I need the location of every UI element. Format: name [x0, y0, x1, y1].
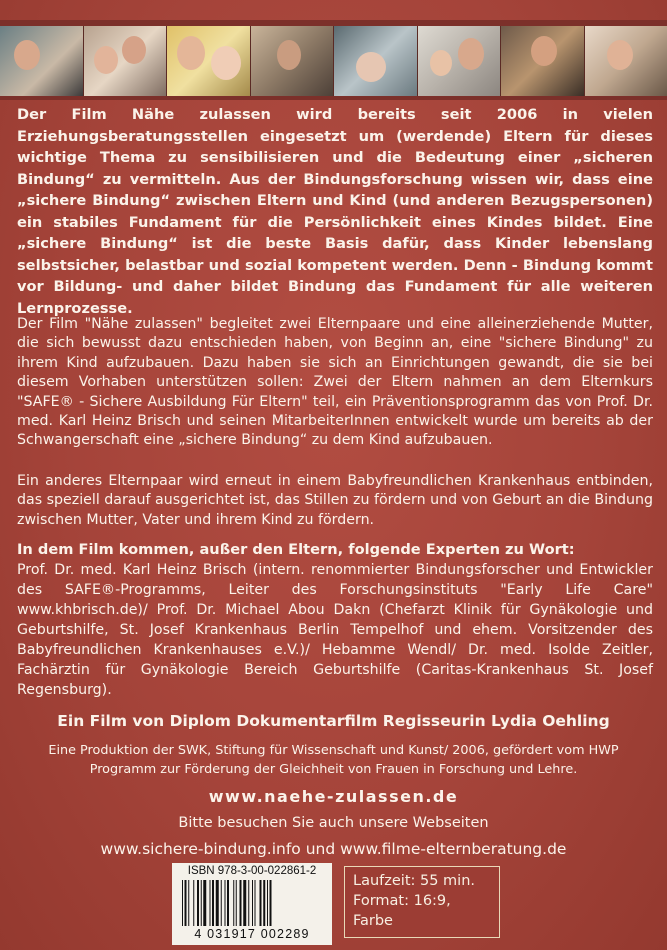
format-text: Format: 16:9, — [353, 893, 451, 909]
photo-frame-4 — [251, 26, 335, 96]
intro-paragraph: Der Film Nähe zulassen wird bereits seit 2006 in vielen Erziehungsberatungsstellen eingesetzt um (werdende) Eltern für dieses wichtige Thema zu sensibilisieren und die Bedeutung einer „sicheren Bindung“ zu vermitteln. Aus der Bindungsforschung wissen wir, dass eine „sichere Bindung“ zwischen Eltern und Kind (und anderen Bezugspersonen) ein stabiles Fundament für die Persönlichkeit eines Kindes bildet. Eine „sichere Bindung“ ist die beste Basis dafür, dass Kinder lebenslang selbstsicher, belastbar und sozial kompetent werden. Denn - Bindung kommt vor Bildung- und daher bildet Bindung das Fundament für alle weiteren Lernprozesse. — [17, 106, 653, 317]
barcode-label — [172, 863, 332, 945]
photo-frame-5 — [334, 26, 418, 96]
photo-frame-8 — [585, 26, 667, 96]
photo-frame-7 — [501, 26, 585, 96]
photo-strip — [0, 26, 667, 96]
photo-frame-1 — [0, 26, 84, 96]
production-note: Eine Produktion der SWK, Stiftung für Wissenschaft und Kunst/ 2006, gefördert vom HWP Programm zur Förderung der Gleichheit von Frauen in Forschung und Lehre. — [48, 743, 619, 777]
runtime-text: Laufzeit: 55 min. — [353, 873, 476, 889]
barcode-number: 4 031917 002289 — [194, 927, 310, 941]
photo-frame-6 — [418, 26, 502, 96]
technical-info-box — [344, 866, 500, 938]
film-description-paragraph: Der Film "Nähe zulassen" begleitet zwei Elternpaare und eine alleinerziehende Mutter, die sich bewusst dazu entschieden haben, von Beginn an, eine "sichere Bindung" zu ihrem Kind aufzubauen. Dazu haben sie sich an Einrichtungen gewandt, die sie bei diesem Vorhaben unterstützen sollen: Zwei der Eltern nahmen an dem Elternkurs "SAFE® - Sichere Ausbildung Für Eltern" teil, ein Präventionsprogramm das von Prof. Dr. med. Karl Heinz Brisch und seinen MitarbeiterInnen entwickelt wurde um bereits ab der Schwangerschaft eine „sichere Bindung“ zu dem Kind aufzubauen. — [17, 316, 653, 449]
experts-heading: In dem Film kommen, außer den Eltern, folgende Experten zu Wort: — [17, 541, 575, 558]
isbn-text: ISBN 978-3-00-022861-2 — [187, 865, 317, 877]
visit-websites-text: Bitte besuchen Sie auch unsere Webseiten — [178, 815, 489, 831]
photo-frame-2 — [84, 26, 168, 96]
experts-paragraph: Prof. Dr. med. Karl Heinz Brisch (intern. renommierter Bindungsforscher und Entwickler des SAFE®-Programms, Leiter des Forschungsinstituts "Early Life Care" www.khbrisch.de)/ Prof. Dr. Michael Abou Dakn (Chefarzt Klinik für Gynäkologie und Geburtshilfe, St. Josef Krankenhaus Berlin Tempelhof und ehem. Vorsitzender des Babyfreundlichen Krankenhauses e.V.)/ Hebamme Wendl/ Dr. med. Isolde Zeitler, Fachärztin für Gynäkologie Bereich Geburtshilfe (Caritas-Krankenhaus St. Josef Regensburg). — [17, 562, 653, 698]
director-credit: Ein Film von Diplom Dokumentarfilm Regisseurin Lydia Oehling — [57, 712, 610, 730]
other-websites-links[interactable]: www.sichere-bindung.info und www.filme-elternberatung.de — [100, 840, 567, 858]
color-text: Farbe — [353, 913, 393, 929]
main-website-link[interactable]: www.naehe-zulassen.de — [208, 787, 459, 806]
photo-frame-3 — [167, 26, 251, 96]
barcode-icon — [182, 880, 324, 926]
hospital-paragraph: Ein anderes Elternpaar wird erneut in einem Babyfreundlichen Krankenhaus entbinden, das speziell darauf ausgerichtet ist, das Stillen zu fördern und von Geburt an die Bindung zwischen Mutter, Vater und ihrem Kind zu fördern. — [17, 473, 653, 528]
photo-strip-border-bottom — [0, 96, 667, 100]
